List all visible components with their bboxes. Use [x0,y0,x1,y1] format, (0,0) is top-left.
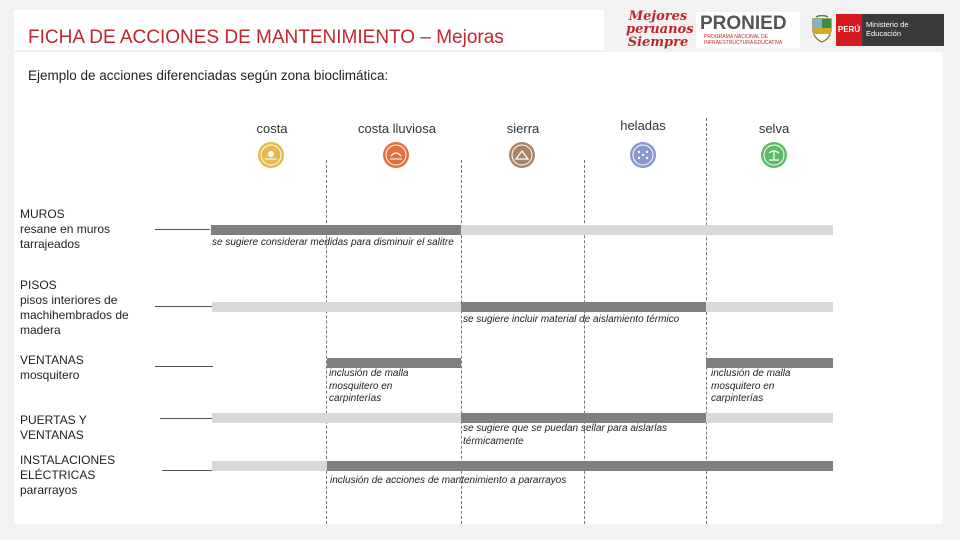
note-ventanas-costa-lluviosa: inclusión de malla mosquitero en carpinterías [329,368,409,404]
row-connector [155,366,213,367]
bar-electricas-costa [212,461,327,471]
mountain-icon [509,142,535,168]
row-connector [162,470,212,471]
campaign-logo-line: Mejores [628,9,688,24]
note-muros: se sugiere considerar medidas para disminuir el salitre [212,237,454,248]
row-label-instalaciones: INSTALACIONES ELÉCTRICAS pararrayos [20,453,116,497]
sun-icon [258,142,284,168]
pronied-subtitle: PROGRAMA NACIONAL DE INFRAESTRUCTURA EDUCATIVA [704,34,783,46]
bar-puertas-costa [212,413,461,423]
note-pisos: se sugiere incluir material de aislamiento térmico [463,314,680,325]
snowflake-icon [630,142,656,168]
palm-icon [761,142,787,168]
bar-pisos-sierra [461,302,706,312]
campaign-logo-line: peruanos [626,22,694,37]
row-connector [155,229,210,230]
zone-label-sierra: sierra [506,121,540,136]
row-label-puertas: PUERTAS Y VENTANAS [20,413,87,442]
note-puertas: se sugiere que se puedan sellar para aislarlas térmicamente [463,423,668,447]
page-subtitle: Ejemplo de acciones diferenciadas según zona bioclimática: [28,68,389,83]
campaign-logo [626,9,694,50]
peru-label: PERÚ [836,14,862,46]
ministry-name: Ministerio de Educación [866,20,909,38]
content-panel [14,52,943,524]
zone-label-costa-lluviosa: costa lluviosa [357,121,437,136]
zone-label-heladas: heladas [620,118,666,133]
row-connector [160,418,212,419]
bar-pisos-selva [706,302,833,312]
note-electricas: inclusión de acciones de mantenimiento a pararrayos [330,475,567,486]
bar-ventanas-costa-lluviosa [327,358,461,368]
bar-muros-costa [211,225,461,235]
sun-rain-icon [383,142,409,168]
page-title: FICHA DE ACCIONES DE MANTENIMIENTO – Mejoras [28,27,504,48]
campaign-logo-line: Siempre [627,35,689,50]
coat-of-arms-icon [810,15,834,43]
pronied-name: PRONIED [700,13,787,34]
note-ventanas-selva: inclusión de malla mosquitero en carpinterías [711,368,791,404]
row-label-ventanas: VENTANAS mosquitero [20,353,84,382]
row-connector [155,306,212,307]
row-label-muros: MUROS resane en muros tarrajeados [20,207,111,251]
zone-label-selva: selva [758,121,790,136]
bar-ventanas-selva [706,358,833,368]
row-label-pisos: PISOS pisos interiores de machihembrados de madera [20,278,129,337]
bar-pisos-costa [212,302,461,312]
bar-puertas-selva [706,413,833,423]
zone-label-costa: costa [256,121,288,136]
pronied-logo [696,12,800,48]
bar-muros-rest [461,225,833,235]
bar-puertas-sierra [461,413,706,423]
ministry-logo [836,14,944,46]
bar-electricas-rest [327,461,833,471]
